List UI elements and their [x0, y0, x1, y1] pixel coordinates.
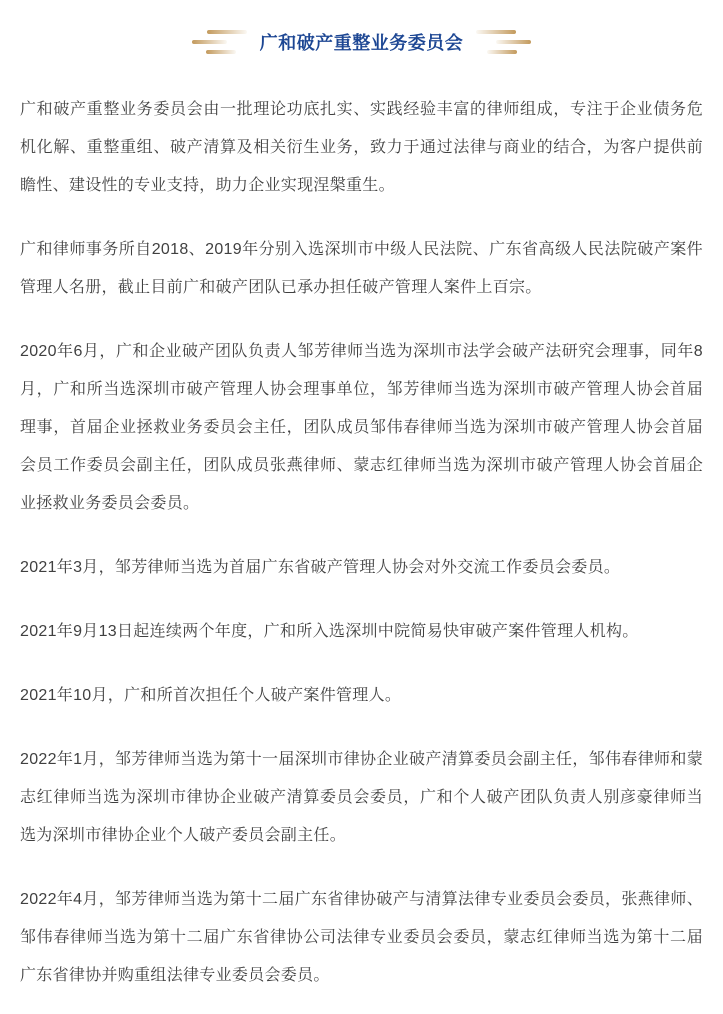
paragraph-2022-01: 2022年1月，邹芳律师当选为第十一届深圳市律协企业破产清算委员会副主任，邹伟春律师和蒙志红律师当选为深圳市律协企业破产清算委员会委员，广和个人破产团队负责人别彦豪律师当选为深圳市律协企业个人破产委员会副主任。: [20, 751, 703, 844]
title-decoration-right-icon: [476, 30, 531, 54]
paragraph-2021-03: 2021年3月，邹芳律师当选为首届广东省破产管理人协会对外交流工作委员会委员。: [20, 559, 621, 576]
gold-line: [192, 40, 227, 44]
paragraph-2021-10: 2021年10月，广和所首次担任个人破产案件管理人。: [20, 687, 402, 704]
paragraph-2022-04: 2022年4月，邹芳律师当选为第十二届广东省律协破产与清算法律专业委员会委员，张燕律师、邹伟春律师当选为第十二届广东省律协公司法律专业委员会委员，蒙志红律师当选为第十二届广东省律协并购重组法律专业委员会委员。: [20, 891, 703, 984]
gold-line: [496, 40, 531, 44]
paragraph-2020-06: 2020年6月，广和企业破产团队负责人邹芳律师当选为深圳市法学会破产法研究会理事，同年8月，广和所当选深圳市破产管理人协会理事单位，邹芳律师当选为深圳市破产管理人协会首届理事，首届企业拯救业务委员会主任，团队成员邹伟春律师当选为深圳市破产管理人协会首届会员工作委员会副主任，团队成员张燕律师、蒙志红律师当选为深圳市破产管理人协会首届企业拯救业务委员会委员。: [20, 343, 703, 512]
gold-line: [206, 50, 236, 54]
page-title: 广和破产重整业务委员会: [259, 33, 464, 53]
gold-line: [207, 30, 247, 34]
paragraph-roster-2018-2019: 广和律师事务所自2018、2019年分别入选深圳市中级人民法院、广东省高级人民法院破产案件管理人名册，截止目前广和破产团队已承办担任破产管理人案件上百宗。: [20, 241, 703, 296]
paragraph-2021-09: 2021年9月13日起连续两个年度，广和所入选深圳中院简易快审破产案件管理人机构。: [20, 623, 639, 640]
paragraph-intro: 广和破产重整业务委员会由一批理论功底扎实、实践经验丰富的律师组成，专注于企业债务危机化解、重整重组、破产清算及相关衍生业务，致力于通过法律与商业的结合，为客户提供前瞻性、建设性的专业支持，助力企业实现涅槃重生。: [20, 101, 703, 194]
gold-line: [476, 30, 516, 34]
gold-line: [487, 50, 517, 54]
article-header: [0, 0, 723, 55]
article-body: [20, 91, 703, 995]
title-decoration-left-icon: [192, 30, 247, 54]
